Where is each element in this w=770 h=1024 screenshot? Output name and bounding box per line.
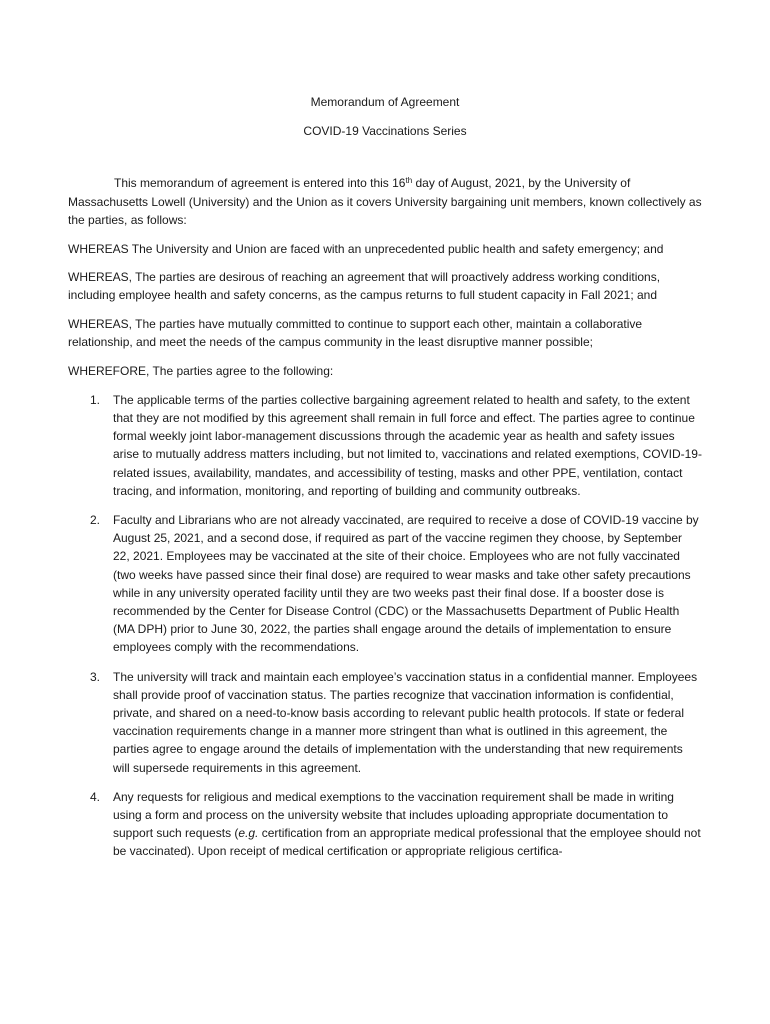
whereas-paragraph-3: WHEREAS, The parties have mutually committed to continue to support each other, maintain a collaborative relationship, and meet the needs of the campus community in the least disruptive manner possible; (68, 317, 643, 350)
list-item (68, 511, 702, 657)
document-title: Memorandum of Agreement (310, 95, 460, 109)
intro-text-start: This memorandum of agreement is entered into this 16 (114, 176, 406, 191)
list-item-text-end: certification from an appropriate medical professional that the employee should not be vaccinated). Upon receipt of medical certification or appropriate religious certifica- (113, 826, 701, 859)
intro-paragraph (68, 174, 702, 229)
wherefore-paragraph: WHEREFORE, The parties agree to the following: (68, 364, 334, 379)
whereas-paragraph-2: WHEREAS, The parties are desirous of reaching an agreement that will proactively address working conditions, including employee health and safety concerns, as the campus returns to full student capacity in Fall 2021; and (68, 270, 661, 303)
emphasis-text: e.g. (238, 826, 259, 841)
list-item-number: 4. (90, 789, 101, 804)
list-item-text: Faculty and Librarians who are not already vaccinated, are required to receive a dose of COVID-19 vaccine by August 25, 2021, and a second dose, if required as part of the vaccine regimen they choose, by September 22, 2021. Employees may be vaccinated at the site of their choice. Employees who are not fully vaccinated (two weeks have passed since their final dose) are required to wear masks and take other safety precautions while in any university operated facility until they are two weeks past their final dose. If a booster dose is recommended by the Center for Disease Control (CDC) or the Massachusetts Department of Public Health (MA DPH) prior to June 30, 2022, the parties shall engage around the details of implementation to ensure employees comply with the recommendations. (113, 512, 699, 655)
list-item-number: 2. (90, 512, 101, 527)
agreement-terms-list (68, 391, 702, 861)
intro-text-end: day of August, 2021, by the University of Massachusetts Lowell (University) and the Union as it covers University bargaining unit members, known collectively as the parties, as follows: (68, 176, 702, 227)
list-item (68, 391, 702, 500)
list-item (68, 668, 702, 777)
list-item-text (113, 790, 701, 859)
list-item-number: 1. (90, 392, 101, 407)
list-item-text: The university will track and maintain each employee’s vaccination status in a confidential manner. Employees shall provide proof of vaccination status. The parties recognize that vaccination information is confidential, private, and shared on a need-to-know basis according to relevant public health protocols. If state or federal vaccination requirements change in a manner more stringent than what is outlined in this agreement, the parties agree to engage around the details of implementation with the understanding that new requirements will supersede requirements in this agreement. (113, 669, 698, 775)
document-body (68, 93, 702, 872)
whereas-paragraph-1: WHEREAS The University and Union are faced with an unprecedented public health and safety emergency; and (68, 241, 664, 256)
ordinal-suffix: th (405, 176, 413, 186)
list-item (68, 788, 702, 861)
list-item-text-start: Any requests for religious and medical exemptions to the vaccination requirement shall be made in writing using a form and process on the university website that includes uploading appropriate documentation to support such requests ( (113, 789, 674, 841)
list-item-text: The applicable terms of the parties collective bargaining agreement related to health and safety, to the extent that they are not modified by this agreement shall remain in full force and effect. The parties agree to continue formal weekly joint labor-management discussions through the academic year as health and safety issues arise to mutually address matters including, but not limited to, vaccinations and related exemptions, COVID-19-related issues, availability, mandates, and accessibility of testing, masks and other PPE, ventilation, contact tracing, and information, monitoring, and reporting of building and community outbreaks. (113, 392, 702, 498)
document-subtitle: COVID-19 Vaccinations Series (303, 124, 467, 139)
list-item-number: 3. (90, 669, 101, 684)
